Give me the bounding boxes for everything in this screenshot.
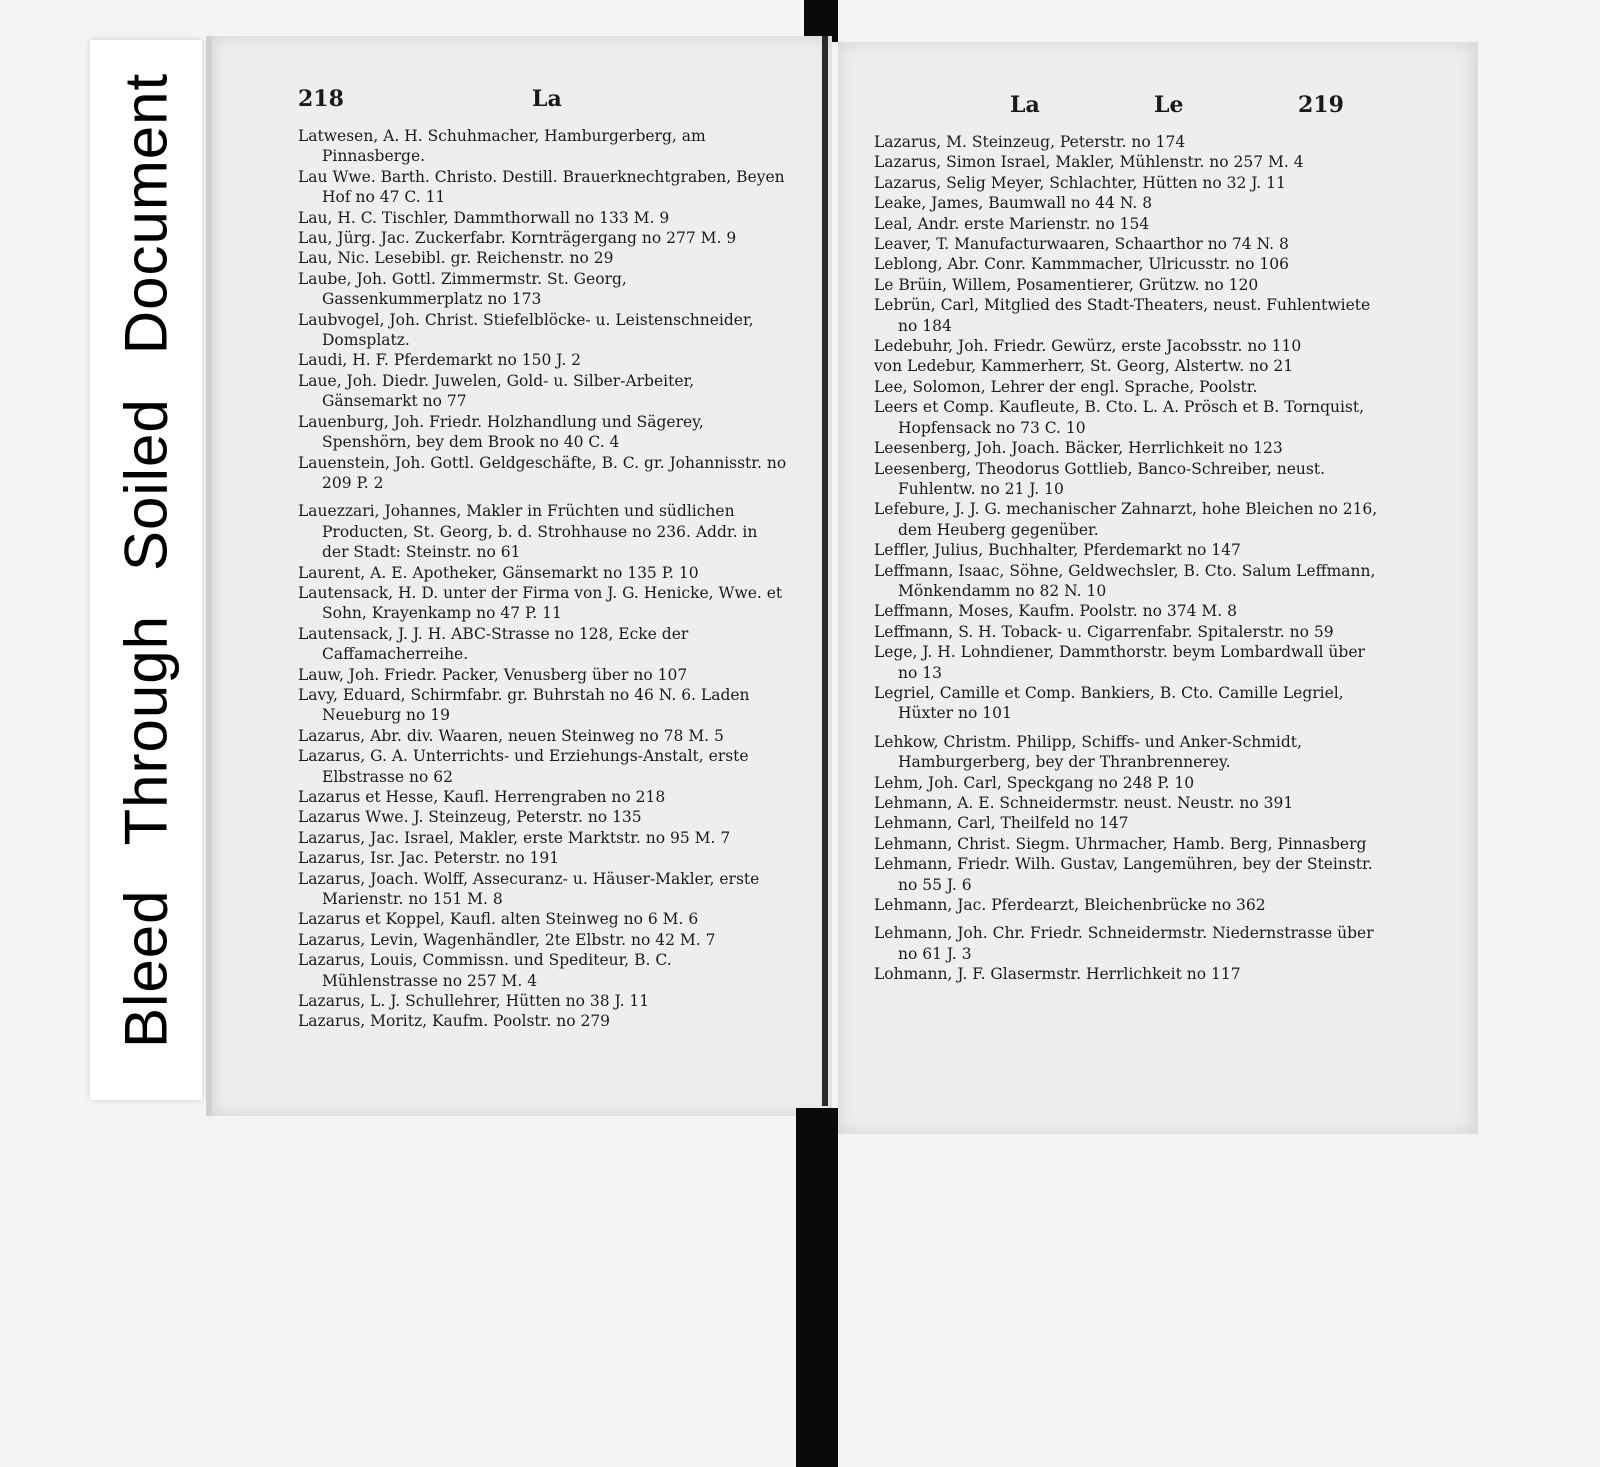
running-head: La — [532, 86, 562, 112]
directory-entry: Leffler, Julius, Buchhalter, Pferdemarkt no 147 — [874, 541, 1241, 560]
directory-entry: Lazarus, Selig Meyer, Schlachter, Hütten no 32 J. 11 — [874, 173, 1286, 192]
directory-entry: Leaver, T. Manufacturwaaren, Schaarthor no 74 N. 8 — [874, 235, 1289, 254]
directory-entry: Lazarus et Hesse, Kaufl. Herrengraben no 218 — [298, 788, 666, 806]
directory-entry: Leake, James, Baumwall no 44 N. 8 — [874, 194, 1153, 213]
directory-entry: Lazarus, G. A. Unterrichts- und Erziehungs-Anstalt, erste Elbstrasse no 62 — [298, 747, 749, 786]
directory-entry: Laudi, H. F. Pferdemarkt no 150 J. 2 — [298, 351, 582, 370]
right-entry-list — [874, 132, 1386, 985]
directory-entry: von Ledebur, Kammerherr, St. Georg, Alstertw. no 21 — [874, 357, 1294, 376]
directory-entry: Leers et Comp. Kaufleute, B. Cto. L. A. Prösch et B. Tornquist, Hopfensack no 73 C. 10 — [874, 398, 1365, 437]
directory-entry: Lehmann, Joh. Chr. Friedr. Schneidermstr. Niedernstrasse über no 61 J. 3 — [874, 924, 1374, 963]
side-label-word: Soiled — [112, 398, 180, 572]
directory-entry: Lehmann, Friedr. Wilh. Gustav, Langemühren, bey der Steinstr. no 55 J. 6 — [874, 855, 1373, 894]
directory-entry: Lau, Nic. Lesebibl. gr. Reichenstr. no 29 — [298, 249, 614, 268]
left-entry-list — [298, 126, 788, 1032]
directory-entry: Ledebuhr, Joh. Friedr. Gewürz, erste Jacobsstr. no 110 — [874, 337, 1302, 356]
directory-entry: Lefebure, J. J. G. mechanischer Zahnarzt, hohe Bleichen no 216, dem Heuberg gegenüber. — [874, 500, 1378, 539]
directory-entry: Leffmann, S. H. Toback- u. Cigarrenfabr. Spitalerstr. no 59 — [874, 622, 1334, 641]
directory-entry: Lazarus, Simon Israel, Makler, Mühlenstr. no 257 M. 4 — [874, 153, 1304, 172]
directory-entry: Laube, Joh. Gottl. Zimmermstr. St. Georg, Gassenkummerplatz no 173 — [298, 269, 627, 309]
left-page — [206, 36, 832, 1116]
directory-entry: Laurent, A. E. Apotheker, Gänsemarkt no 135 P. 10 — [298, 563, 699, 582]
directory-entry: Lazarus, Jac. Israel, Makler, erste Marktstr. no 95 M. 7 — [298, 828, 731, 847]
page-number: 218 — [298, 86, 344, 112]
directory-entry: Lehmann, Jac. Pferdearzt, Bleichenbrücke no 362 — [874, 896, 1266, 915]
directory-entry: Leblong, Abr. Conr. Kammmacher, Ulricusstr. no 106 — [874, 255, 1289, 274]
side-label-word: Document — [112, 72, 180, 355]
directory-entry: Leffmann, Moses, Kaufm. Poolstr. no 374 M. 8 — [874, 602, 1237, 621]
running-head-right: Le — [1154, 92, 1184, 118]
directory-entry: Lazarus, Isr. Jac. Peterstr. no 191 — [298, 849, 560, 868]
book-gutter — [822, 36, 828, 1106]
directory-entry: Lauenburg, Joh. Friedr. Holzhandlung und Sägerey, Spenshörn, bey dem Brook no 40 C. 4 — [298, 412, 704, 452]
directory-entry: Lege, J. H. Lohndiener, Dammthorstr. beym Lombardwall über no 13 — [874, 643, 1365, 682]
directory-entry: Lautensack, J. J. H. ABC-Strasse no 128, Ecke der Caffamacherreihe. — [298, 624, 689, 664]
directory-entry: Lehmann, Carl, Theilfeld no 147 — [874, 814, 1129, 833]
left-page-header — [212, 86, 832, 118]
directory-entry: Leesenberg, Joh. Joach. Bäcker, Herrlichkeit no 123 — [874, 439, 1283, 458]
directory-entry: Lehm, Joh. Carl, Speckgang no 248 P. 10 — [874, 773, 1195, 792]
directory-entry: Lau, H. C. Tischler, Dammthorwall no 133 M. 9 — [298, 208, 670, 227]
directory-entry: Lau Wwe. Barth. Christo. Destill. Brauerknechtgraben, Beyen Hof no 47 C. 11 — [298, 167, 785, 207]
directory-entry: Lohmann, J. F. Glasermstr. Herrlichkeit no 117 — [874, 965, 1241, 984]
directory-entry: Lazarus, M. Steinzeug, Peterstr. no 174 — [874, 133, 1186, 151]
directory-entry: Lazarus, L. J. Schullehrer, Hütten no 38 J. 11 — [298, 992, 650, 1011]
side-label-card — [90, 40, 202, 1100]
directory-entry: Lehmann, Christ. Siegm. Uhrmacher, Hamb. Berg, Pinnasberg — [874, 834, 1367, 853]
right-page-header — [838, 92, 1474, 124]
side-label-word: Through — [112, 615, 180, 846]
directory-entry: Lazarus, Moritz, Kaufm. Poolstr. no 279 — [298, 1012, 611, 1031]
directory-entry: Lee, Solomon, Lehrer der engl. Sprache, Poolstr. — [874, 377, 1258, 396]
directory-entry: Lazarus, Joach. Wolff, Assecuranz- u. Häuser-Makler, erste Marienstr. no 151 M. 8 — [298, 869, 760, 909]
directory-entry: Laue, Joh. Diedr. Juwelen, Gold- u. Silber-Arbeiter, Gänsemarkt no 77 — [298, 371, 695, 411]
directory-entry: Lebrün, Carl, Mitglied des Stadt-Theaters, neust. Fuhlentwiete no 184 — [874, 296, 1371, 335]
directory-entry: Lazarus Wwe. J. Steinzeug, Peterstr. no 135 — [298, 808, 642, 827]
directory-entry: Leal, Andr. erste Marienstr. no 154 — [874, 214, 1150, 233]
running-head-left: La — [1010, 92, 1040, 118]
directory-entry: Laubvogel, Joh. Christ. Stiefelblöcke- u. Leistenschneider, Domsplatz. — [298, 310, 754, 350]
directory-entry: Lautensack, H. D. unter der Firma von J. G. Henicke, Wwe. et Sohn, Krayenkamp no 47 P. 11 — [298, 583, 783, 623]
directory-entry: Latwesen, A. H. Schuhmacher, Hamburgerberg, am Pinnasberge. — [298, 127, 706, 166]
directory-entry: Lauezzari, Johannes, Makler in Früchten und südlichen Producten, St. Georg, b. d. Strohhause no 236. Addr. in der Stadt: Steinstr. no 61 — [298, 502, 758, 562]
directory-entry: Leffmann, Isaac, Söhne, Geldwechsler, B. Cto. Salum Leffmann, Mönkendamm no 82 N. 10 — [874, 561, 1376, 600]
side-label-text — [112, 70, 181, 1070]
directory-entry: Lazarus, Levin, Wagenhändler, 2te Elbstr. no 42 M. 7 — [298, 930, 716, 949]
directory-entry: Lehmann, A. E. Schneidermstr. neust. Neustr. no 391 — [874, 794, 1294, 812]
side-label-word: Bleed — [112, 889, 180, 1048]
directory-entry: Le Brüin, Willem, Posamentierer, Grützw. no 120 — [874, 275, 1259, 294]
directory-entry: Lau, Jürg. Jac. Zuckerfabr. Kornträgergang no 277 M. 9 — [298, 229, 737, 248]
directory-entry: Lazarus, Louis, Commissn. und Spediteur, B. C. Mühlenstrasse no 257 M. 4 — [298, 951, 672, 990]
directory-entry: Lauw, Joh. Friedr. Packer, Venusberg über no 107 — [298, 665, 688, 684]
page-number: 219 — [1298, 92, 1344, 118]
binding-strip-bottom — [796, 1108, 838, 1467]
directory-entry: Legriel, Camille et Comp. Bankiers, B. Cto. Camille Legriel, Hüxter no 101 — [874, 683, 1344, 723]
directory-entry: Lazarus, Abr. div. Waaren, neuen Steinweg no 78 M. 5 — [298, 726, 724, 745]
directory-entry: Lehkow, Christm. Philipp, Schiffs- und Anker-Schmidt, Hamburgerberg, bey der Thranbrennerey. — [874, 732, 1302, 772]
directory-entry: Lavy, Eduard, Schirmfabr. gr. Buhrstah no 46 N. 6. Laden Neueburg no 19 — [298, 685, 750, 725]
directory-entry: Lazarus et Koppel, Kaufl. alten Steinweg no 6 M. 6 — [298, 910, 699, 929]
directory-entry: Lauenstein, Joh. Gottl. Geldgeschäfte, B. C. gr. Johannisstr. no 209 P. 2 — [298, 453, 787, 492]
directory-entry: Leesenberg, Theodorus Gottlieb, Banco-Schreiber, neust. Fuhlentw. no 21 J. 10 — [874, 459, 1326, 498]
right-page — [838, 42, 1478, 1134]
